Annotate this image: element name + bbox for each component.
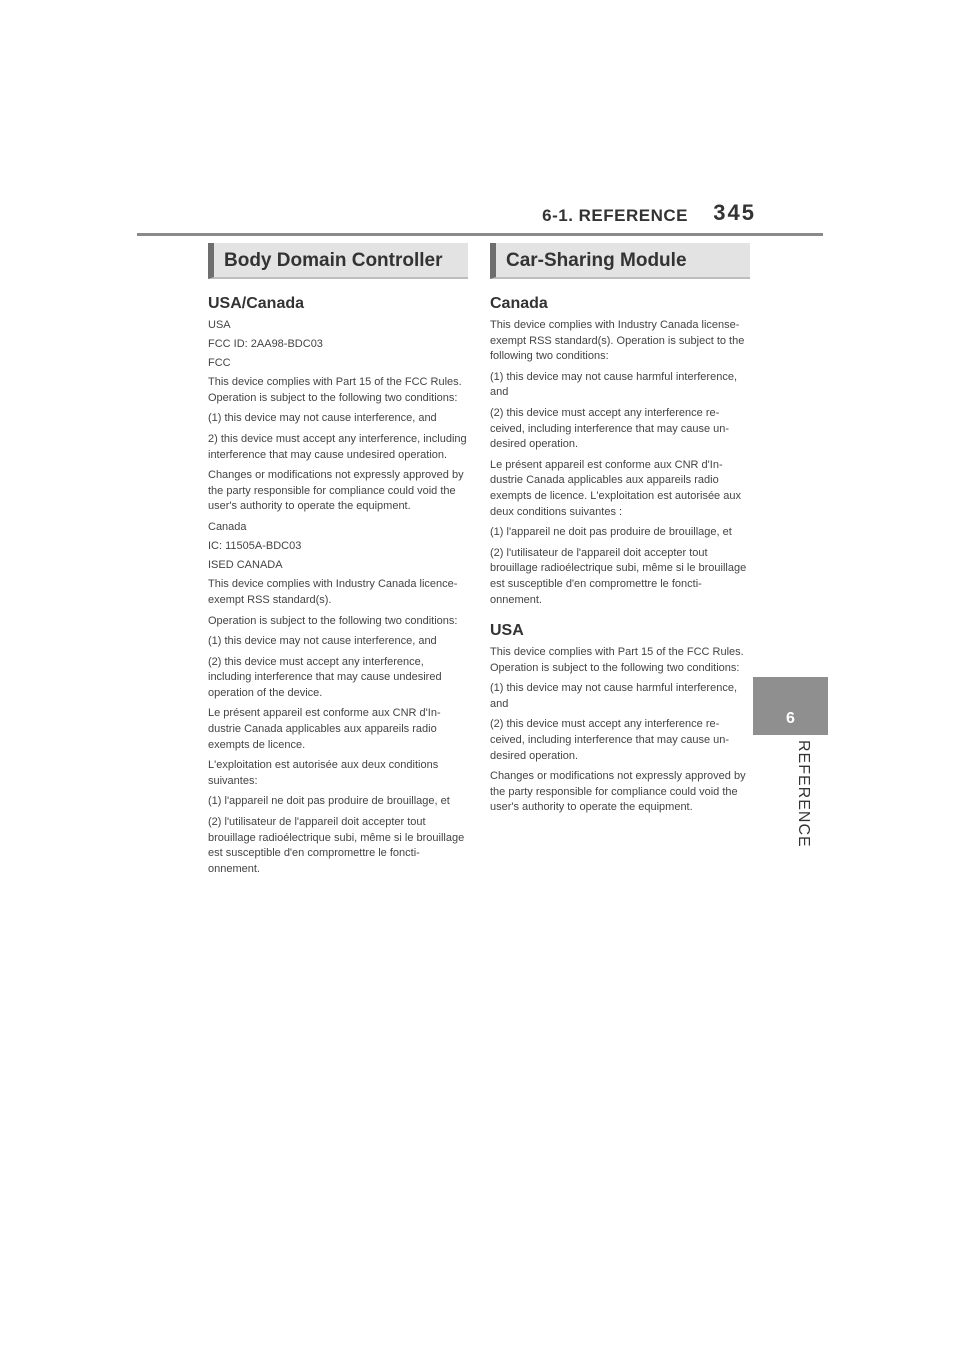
paragraph: (2) this device must accept any interference received, including interference that may cause undesired operation. xyxy=(490,718,730,762)
section-title-car-sharing-module: Car-Sharing Module xyxy=(490,243,750,279)
page-header xyxy=(0,0,960,240)
paragraph: (1) l'appareil ne doit pas produire de brouillage, et xyxy=(490,526,732,539)
paragraph: Le présent appareil est conforme aux CNR d'Industrie Canada applicables aux appareils radio exempts de licence. xyxy=(208,707,441,751)
canada-paragraphs xyxy=(490,318,750,608)
paragraph: 2) this device must accept any interference, including interference that may cause undesired operation. xyxy=(208,433,467,461)
paragraph: Changes or modifications not expressly approved by the party responsible for compliance could void the user's authority to operate the equipment. xyxy=(490,770,746,814)
paragraph: Operation is subject to the following two conditions: xyxy=(208,614,458,627)
left-column xyxy=(208,243,468,882)
section-label: 6-1. REFERENCE xyxy=(542,206,688,225)
right-column xyxy=(490,243,750,821)
paragraph: USA xyxy=(208,319,231,331)
sub-heading-usa-canada: USA/Canada xyxy=(208,295,305,312)
paragraph: (1) l'appareil ne doit pas produire de brouillage, et xyxy=(208,795,450,808)
paragraph: (2) l'utilisateur de l'appareil doit accepter tout brouillage radioélectrique subi, même si le brouillage est susceptible d'en compromettre le fonctionnement. xyxy=(208,816,465,875)
page-number: 345 xyxy=(713,200,756,225)
paragraph: ISED CANADA xyxy=(208,559,283,572)
paragraph: (1) this device may not cause interference, and xyxy=(208,635,437,648)
paragraph: (1) this device may not cause harmful interference, and xyxy=(490,682,738,710)
paragraph: Canada xyxy=(208,521,247,534)
paragraph: This device complies with Part 15 of the FCC Rules. Operation is subject to the following two conditions: xyxy=(490,646,744,674)
paragraph: This device complies with Industry Canada license-exempt RSS standard(s). Operation is subject to the following two conditions: xyxy=(490,319,745,363)
paragraph: (1) this device may not cause interference, and xyxy=(208,412,437,425)
paragraph: Le présent appareil est conforme aux CNR d'Industrie Canada applicables aux appareils radio exempts de licence. L'exploitation est autorisée aux deux conditions suivantes : xyxy=(490,458,741,518)
paragraph: FCC ID: 2AA98-BDC03 xyxy=(208,338,323,351)
paragraph: (2) this device must accept any interference received, including interference that may cause undesired operation. xyxy=(490,406,730,451)
sub-heading-usa: USA xyxy=(490,622,524,640)
left-paragraphs xyxy=(208,318,468,877)
paragraph: L'exploitation est autorisée aux deux conditions suivantes: xyxy=(208,759,439,787)
paragraph: Changes or modifications not expressly approved by the party responsible for compliance could void the user's authority to operate the equipment. xyxy=(208,469,464,513)
usa-paragraphs xyxy=(490,645,750,816)
paragraph: This device complies with Part 15 of the FCC Rules. Operation is subject to the following two conditions: xyxy=(208,376,462,404)
paragraph: IC: 11505A-BDC03 xyxy=(208,540,302,553)
sub-heading-canada: Canada xyxy=(490,295,548,312)
paragraph: (2) l'utilisateur de l'appareil doit accepter tout brouillage radioélectrique subi, même si le brouillage est susceptible d'en compromettre le fonctionnement. xyxy=(490,546,747,606)
chapter-tab: 6 xyxy=(753,677,828,735)
paragraph: (1) this device may not cause harmful interference, and xyxy=(490,370,738,399)
paragraph: This device complies with Industry Canada licence- exempt RSS standard(s). xyxy=(208,578,458,606)
paragraph: (2) this device must accept any interference, including interference that may cause undesired operation of the device. xyxy=(208,655,442,699)
chapter-label: REFERENCE xyxy=(795,740,812,848)
paragraph: FCC xyxy=(208,357,231,370)
header-rule xyxy=(137,233,823,236)
section-title-body-domain-controller: Body Domain Controller xyxy=(208,243,468,279)
